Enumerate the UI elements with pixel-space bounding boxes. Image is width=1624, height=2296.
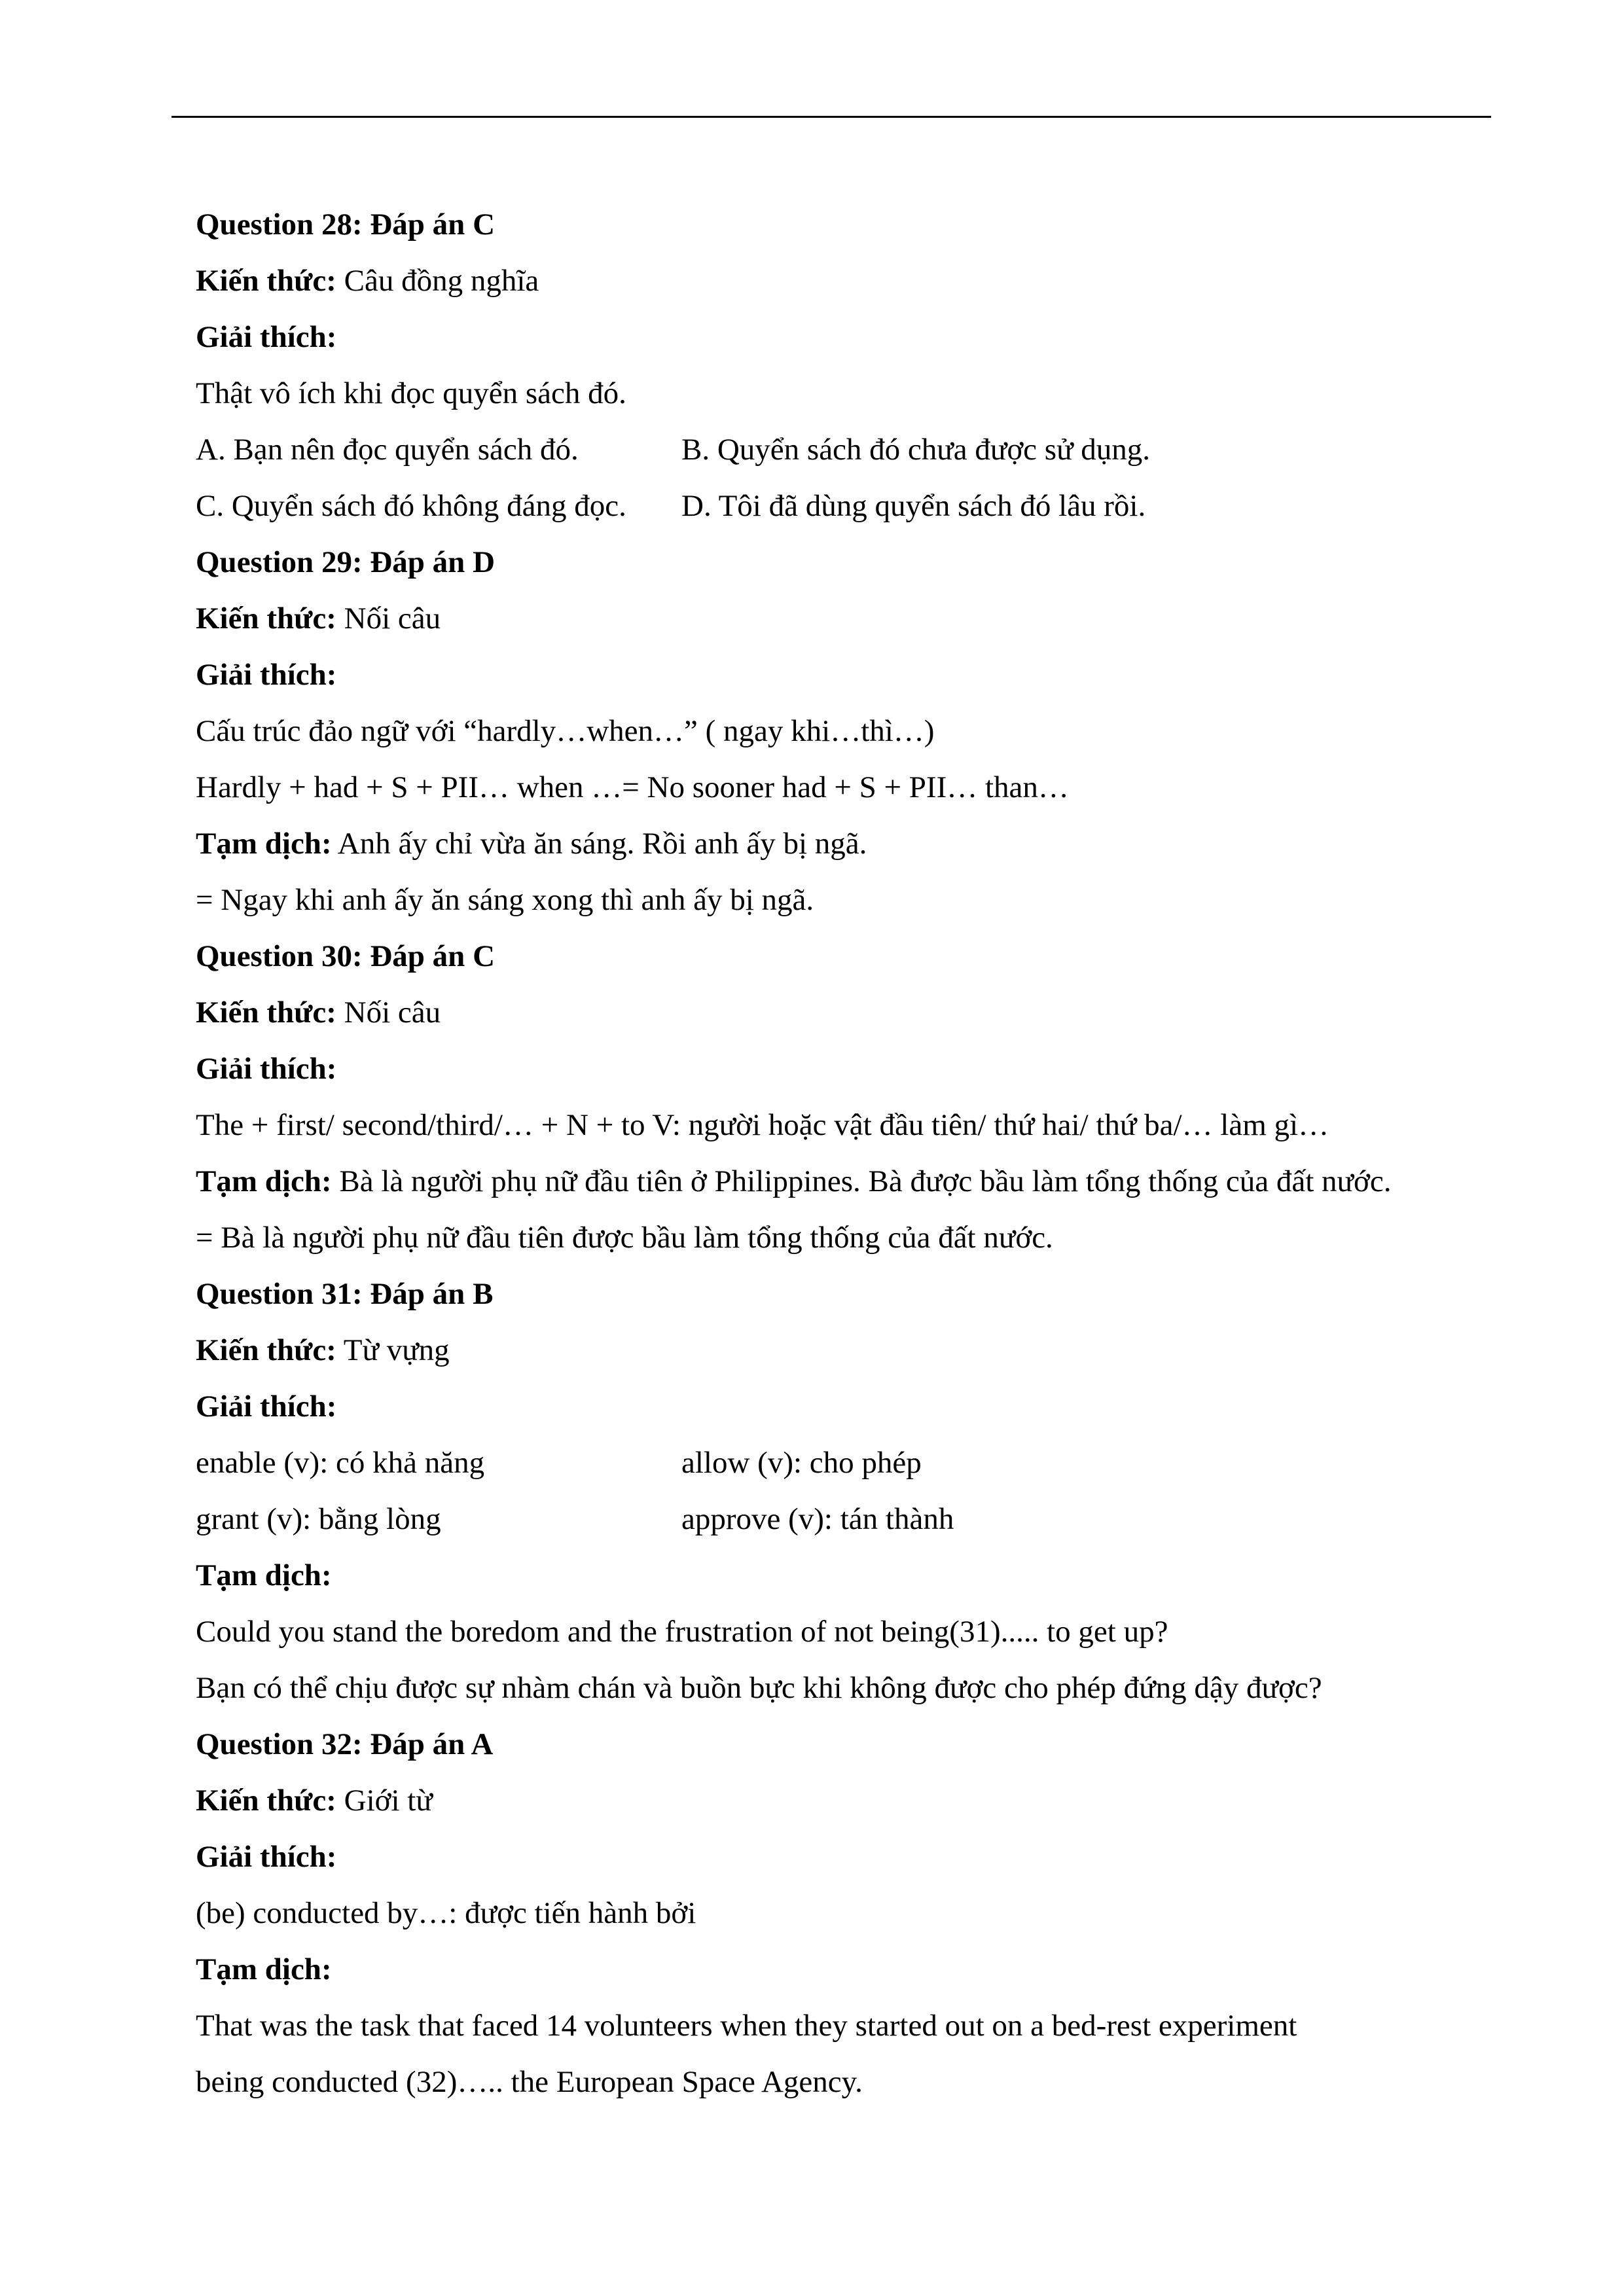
knowledge-line	[196, 253, 1492, 309]
knowledge-line	[196, 1772, 1492, 1829]
header-rule	[171, 116, 1491, 118]
knowledge-value: Câu đồng nghĩa	[336, 264, 539, 298]
knowledge-line	[196, 1322, 1492, 1378]
knowledge-label: Kiến thức:	[196, 996, 336, 1030]
option-d: D. Tôi đã dùng quyển sách đó lâu rồi.	[681, 489, 1146, 523]
document-body	[196, 196, 1492, 2110]
explanation-text: (be) conducted by…: được tiến hành bởi	[196, 1896, 696, 1930]
explanation-text: Cấu trúc đảo ngữ với “hardly…when…” ( ngay khi…thì…)	[196, 714, 935, 748]
translation-text: = Ngay khi anh ấy ăn sáng xong thì anh ấy bị ngã.	[196, 883, 814, 917]
vocab-item: enable (v): có khả năng	[196, 1446, 485, 1480]
translation-text: = Bà là người phụ nữ đầu tiên được bầu làm tổng thống của đất nước.	[196, 1221, 1053, 1255]
option-c: C. Quyển sách đó không đáng đọc.	[196, 489, 626, 523]
explanation-label: Giải thích:	[196, 320, 337, 354]
question-heading: Question 31: Đáp án B	[196, 1277, 494, 1311]
translation-label: Tạm dịch:	[196, 1952, 332, 1986]
translation-label: Tạm dịch:	[196, 827, 332, 861]
question-heading: Question 32: Đáp án A	[196, 1727, 494, 1761]
explanation-text: Hardly + had + S + PII… when …= No sooner had + S + PII… than…	[196, 770, 1069, 804]
translation-label: Tạm dịch:	[196, 1164, 332, 1198]
translation-value: Bà là người phụ nữ đầu tiên ở Philippines. Bà được bầu làm tổng thống của đất nước.	[331, 1164, 1392, 1198]
vocab-row	[196, 1491, 1492, 1547]
question-heading: Question 28: Đáp án C	[196, 207, 496, 242]
knowledge-value: Giới từ	[336, 1784, 433, 1818]
option-b: B. Quyển sách đó chưa được sử dụng.	[681, 433, 1151, 467]
question-heading: Question 30: Đáp án C	[196, 939, 496, 973]
knowledge-label: Kiến thức:	[196, 601, 336, 636]
knowledge-value: Nối câu	[336, 601, 441, 636]
translation-text: Could you stand the boredom and the frustration of not being(31)..... to get up?	[196, 1615, 1168, 1649]
explanation-label: Giải thích:	[196, 1390, 337, 1424]
vocab-item: allow (v): cho phép	[681, 1446, 922, 1480]
knowledge-value: Nối câu	[336, 996, 441, 1030]
translation-text: being conducted (32)….. the European Space Agency.	[196, 2065, 863, 2099]
translation-line	[196, 816, 1492, 872]
knowledge-label: Kiến thức:	[196, 1333, 336, 1367]
translation-text: Bạn có thể chịu được sự nhàm chán và buồn bực khi không được cho phép đứng dậy được?	[196, 1671, 1322, 1705]
option-row	[196, 478, 1492, 534]
question-heading: Question 29: Đáp án D	[196, 545, 496, 579]
explanation-text: The + first/ second/third/… + N + to V: người hoặc vật đầu tiên/ thứ hai/ thứ ba/… làm gì…	[196, 1108, 1329, 1142]
explanation-label: Giải thích:	[196, 1840, 337, 1874]
option-a: A. Bạn nên đọc quyển sách đó.	[196, 433, 579, 467]
knowledge-line	[196, 590, 1492, 647]
knowledge-value: Từ vựng	[336, 1333, 450, 1367]
translation-value: Anh ấy chỉ vừa ăn sáng. Rồi anh ấy bị ngã.	[331, 827, 867, 861]
option-row	[196, 422, 1492, 478]
knowledge-line	[196, 984, 1492, 1041]
vocab-row	[196, 1435, 1492, 1491]
translation-line	[196, 1153, 1492, 1210]
translation-label: Tạm dịch:	[196, 1558, 332, 1592]
translation-text: That was the task that faced 14 volunteers when they started out on a bed-rest experiment	[196, 2009, 1297, 2043]
knowledge-label: Kiến thức:	[196, 1784, 336, 1818]
explanation-text: Thật vô ích khi đọc quyển sách đó.	[196, 376, 626, 410]
vocab-item: approve (v): tán thành	[681, 1502, 954, 1536]
vocab-item: grant (v): bằng lòng	[196, 1502, 441, 1536]
explanation-label: Giải thích:	[196, 1052, 337, 1086]
explanation-label: Giải thích:	[196, 658, 337, 692]
knowledge-label: Kiến thức:	[196, 264, 336, 298]
